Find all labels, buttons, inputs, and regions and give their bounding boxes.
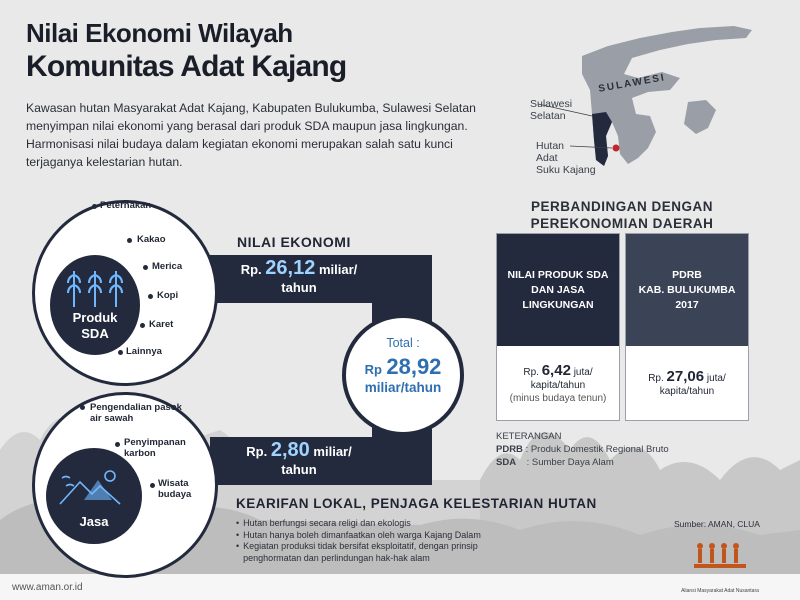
- intro-paragraph: Kawasan hutan Masyarakat Adat Kajang, Kabupaten Bulukumba, Sulawesi Selatan menyimpan nilai ekonomi yang berasal dari produk SDA maupun jasa lingkungan. Harmonisasi nilai budaya dalam kegiatan ekonomi merupakan salah satu kunci terjaganya kelestarian hutan.: [26, 101, 476, 169]
- hutan-adat-label: Hutan Adat Suku Kajang: [536, 140, 596, 176]
- card-pdrb-value: Rp. 27,06 juta/ kapita/tahun: [648, 368, 726, 397]
- jasa-item-wisata: Wisata budaya: [158, 478, 192, 500]
- total-unit: miliar/tahun: [364, 380, 442, 395]
- page-title-line-1: Nilai Ekonomi Wilayah: [26, 18, 293, 48]
- produk-item-peternakan: Peternakan: [100, 200, 152, 211]
- list-item: • Hutan berfungsi secara religi dan ekologis: [236, 518, 411, 528]
- jasa-item-karbon: Penyimpanan karbon: [124, 437, 186, 459]
- produk-item-lainnya: Lainnya: [126, 346, 162, 357]
- kearifan-list: [236, 518, 536, 564]
- card-nilai-produk-value: Rp. 6,42 juta/ kapita/tahun (minus budaya tenun): [509, 362, 607, 404]
- aman-logo-text: Aliansi Masyarakat Adat Nusantara: [681, 588, 759, 594]
- perbandingan-heading: PERBANDINGAN DENGAN PEREKONOMIAN DAERAH: [530, 199, 714, 231]
- jasa-label: Jasa: [79, 514, 109, 529]
- keterangan: KETERANGAN PDRB : Produk Domestik Regional Bruto SDA : Sumber Daya Alam: [496, 431, 669, 468]
- card-nilai-produk: [496, 233, 620, 421]
- card-nilai-produk-header: NILAI PRODUK SDA DAN JASA LINGKUNGAN: [497, 234, 619, 346]
- sulawesi-selatan-label: Sulawesi Selatan: [530, 98, 573, 122]
- card-pdrb: [625, 233, 749, 421]
- kajang-location-marker: [613, 145, 620, 152]
- mountain-sun-icon: [58, 466, 130, 506]
- produk-item-karet: Karet: [149, 319, 174, 330]
- sulawesi-map-label: SULAWESI: [597, 72, 667, 95]
- wheat-icon: [62, 265, 128, 309]
- source-note: Sumber: AMAN, CLUA: [674, 519, 760, 529]
- card-pdrb-header: PDRB KAB. BULUKUMBA 2017: [626, 234, 748, 346]
- produk-item-kopi: Kopi: [157, 290, 179, 301]
- produk-sda-label: Produk SDA: [72, 310, 118, 341]
- kearifan-heading: KEARIFAN LOKAL, PENJAGA KELESTARIAN HUTAN: [236, 496, 597, 511]
- list-item: • Kegiatan produksi tidak bersifat eksploitatif, dengan prinsip penghormatan dan perlindungan hak-hak alam: [236, 541, 478, 563]
- produk-item-merica: Merica: [152, 261, 183, 272]
- total-label: Total :: [386, 336, 420, 350]
- website-link[interactable]: www.aman.or.id: [12, 582, 83, 593]
- aman-logo-icon: [690, 540, 750, 574]
- jasa-value: Rp. 2,80 miliar/ tahun: [246, 439, 352, 477]
- produk-value: Rp. 26,12 miliar/ tahun: [240, 257, 358, 295]
- list-item: • Hutan hanya boleh dimanfaatkan oleh warga Kajang Dalam: [236, 529, 481, 540]
- page-title-line-2: Komunitas Adat Kajang: [26, 50, 347, 83]
- jasa-item-pengendalian: Pengendalian pasok air sawah: [90, 402, 182, 424]
- total-circle: [342, 314, 464, 436]
- total-value: Rp 28,92: [364, 354, 442, 379]
- nilai-ekonomi-heading: NILAI EKONOMI: [237, 234, 351, 250]
- produk-item-kakao: Kakao: [137, 234, 166, 245]
- sulawesi-island-shape: [582, 26, 752, 166]
